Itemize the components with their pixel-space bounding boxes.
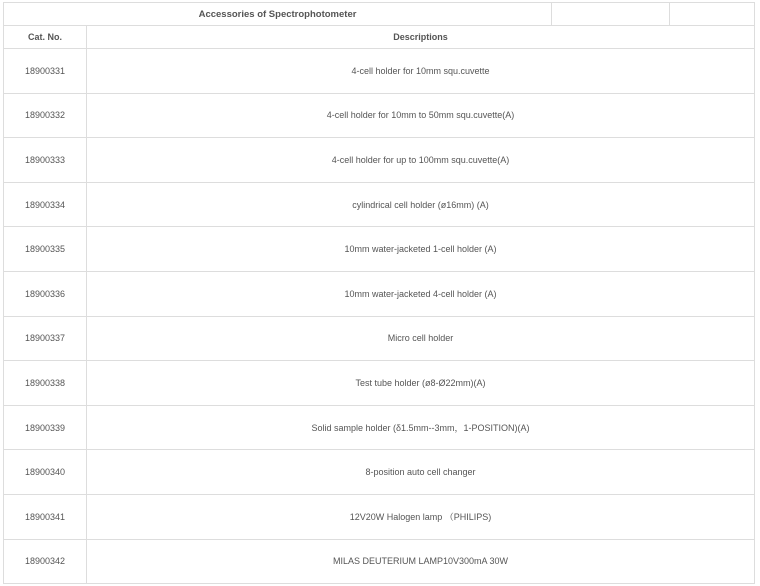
description-cell: 8-position auto cell changer — [87, 450, 755, 495]
table-title: Accessories of Spectrophotometer — [4, 3, 552, 26]
description-cell: 10mm water-jacketed 4-cell holder (A) — [87, 271, 755, 316]
table-row — [4, 361, 755, 406]
table-row — [4, 316, 755, 361]
description-cell: Micro cell holder — [87, 316, 755, 361]
table-row — [4, 49, 755, 94]
cat-no-cell: 18900331 — [4, 49, 87, 94]
description-cell: 12V20W Halogen lamp （PHILIPS) — [87, 494, 755, 539]
description-cell: 10mm water-jacketed 1-cell holder (A) — [87, 227, 755, 272]
empty-cell — [552, 3, 670, 26]
cat-no-cell: 18900337 — [4, 316, 87, 361]
description-cell: Solid sample holder (δ1.5mm--3mm，1-POSITION)(A) — [87, 405, 755, 450]
table-header-row — [4, 26, 755, 49]
description-cell: MILAS DEUTERIUM LAMP10V300mA 30W — [87, 539, 755, 584]
table-row — [4, 182, 755, 227]
column-header-cat-no: Cat. No. — [4, 26, 87, 49]
accessories-table — [3, 2, 755, 584]
cat-no-cell: 18900340 — [4, 450, 87, 495]
table-row — [4, 539, 755, 584]
table-row — [4, 227, 755, 272]
description-cell: 4-cell holder for 10mm squ.cuvette — [87, 49, 755, 94]
table-row — [4, 494, 755, 539]
cat-no-cell: 18900342 — [4, 539, 87, 584]
cat-no-cell: 18900339 — [4, 405, 87, 450]
table-row — [4, 138, 755, 183]
table-row — [4, 405, 755, 450]
description-cell: cylindrical cell holder (ø16mm) (A) — [87, 182, 755, 227]
table-title-row — [4, 3, 755, 26]
cat-no-cell: 18900332 — [4, 93, 87, 138]
column-header-descriptions: Descriptions — [87, 26, 755, 49]
table-row — [4, 271, 755, 316]
cat-no-cell: 18900335 — [4, 227, 87, 272]
description-cell: 4-cell holder for 10mm to 50mm squ.cuvette(A) — [87, 93, 755, 138]
table-row — [4, 450, 755, 495]
description-cell: Test tube holder (ø8-Ø22mm)(A) — [87, 361, 755, 406]
table-row — [4, 93, 755, 138]
cat-no-cell: 18900334 — [4, 182, 87, 227]
description-cell: 4-cell holder for up to 100mm squ.cuvette(A) — [87, 138, 755, 183]
empty-cell — [670, 3, 755, 26]
cat-no-cell: 18900341 — [4, 494, 87, 539]
cat-no-cell: 18900333 — [4, 138, 87, 183]
cat-no-cell: 18900336 — [4, 271, 87, 316]
cat-no-cell: 18900338 — [4, 361, 87, 406]
